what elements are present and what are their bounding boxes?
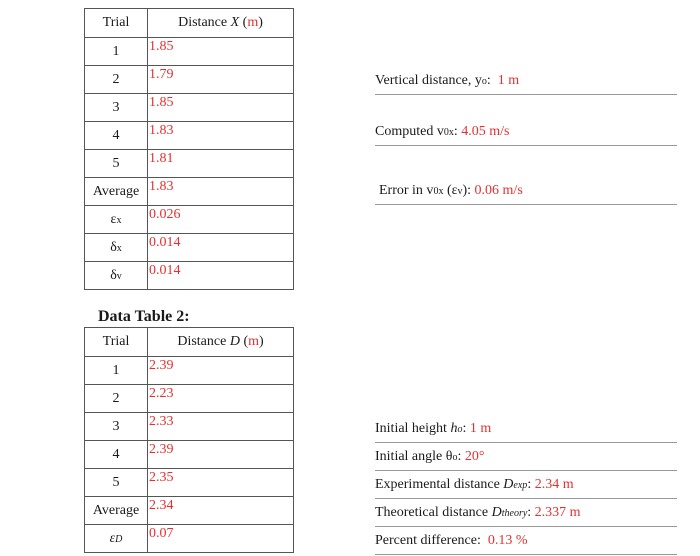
trial-label: 5	[85, 469, 148, 497]
experimental-distance-field[interactable]: Experimental distance Dexp: 2.34 m	[375, 476, 677, 499]
distance-header: Distance D (m)	[148, 328, 294, 357]
epsilon-x-cell[interactable]: 0.026	[148, 206, 294, 234]
experimental-distance-value: 2.34 m	[534, 477, 574, 492]
table-row	[85, 385, 294, 413]
table-row	[85, 357, 294, 385]
table-row	[85, 94, 294, 122]
distance-header: Distance X (m)	[148, 9, 294, 38]
computed-v-field[interactable]: Computed v0x: 4.05 m/s	[375, 123, 677, 146]
table-row	[85, 38, 294, 66]
distance-cell[interactable]: 1.81	[148, 150, 294, 178]
delta-v-cell[interactable]: 0.014	[148, 262, 294, 290]
theoretical-distance-value: 2.337 m	[534, 505, 581, 520]
average-label: Average	[85, 497, 148, 525]
average-cell[interactable]: 2.34	[148, 497, 294, 525]
trial-header: Trial	[85, 328, 148, 357]
table-row	[85, 262, 294, 290]
distance-cell[interactable]: 1.83	[148, 122, 294, 150]
initial-angle-field[interactable]: Initial angle θo: 20°	[375, 448, 677, 471]
theoretical-distance-field[interactable]: Theoretical distance Dtheory: 2.337 m	[375, 504, 677, 527]
trial-label: 1	[85, 38, 148, 66]
distance-cell[interactable]: 2.23	[148, 385, 294, 413]
distance-cell[interactable]: 1.85	[148, 38, 294, 66]
percent-difference-field[interactable]: Percent difference: 0.13 %	[375, 532, 677, 555]
trial-label: 5	[85, 150, 148, 178]
distance-cell[interactable]: 2.35	[148, 469, 294, 497]
table-row	[85, 122, 294, 150]
delta-x-cell[interactable]: 0.014	[148, 234, 294, 262]
average-label: Average	[85, 178, 148, 206]
initial-height-value: 1 m	[469, 421, 492, 436]
table-row	[85, 178, 294, 206]
vertical-distance-field[interactable]: Vertical distance, yo: 1 m	[375, 72, 677, 95]
trial-label: 1	[85, 357, 148, 385]
initial-angle-value: 20°	[464, 449, 485, 464]
trial-label: 3	[85, 413, 148, 441]
epsilon-d-label: εD	[85, 525, 148, 553]
delta-v-label: δv	[85, 262, 148, 290]
table-row	[85, 413, 294, 441]
distance-cell[interactable]: 2.33	[148, 413, 294, 441]
table-row	[85, 469, 294, 497]
table-header-row	[85, 328, 294, 357]
table-row	[85, 441, 294, 469]
trial-label: 4	[85, 441, 148, 469]
error-v-field[interactable]: Error in v0x (εv): 0.06 m/s	[375, 182, 677, 205]
distance-cell[interactable]: 1.79	[148, 66, 294, 94]
table-header-row	[85, 9, 294, 38]
trial-header: Trial	[85, 9, 148, 38]
trial-label: 2	[85, 385, 148, 413]
data-table-2	[84, 327, 294, 553]
epsilon-d-cell[interactable]: 0.07	[148, 525, 294, 553]
percent-difference-value: 0.13 %	[487, 533, 528, 548]
table-row	[85, 497, 294, 525]
distance-cell[interactable]: 1.85	[148, 94, 294, 122]
table-row	[85, 525, 294, 553]
computed-v-value: 4.05 m/s	[461, 124, 510, 139]
initial-height-field[interactable]: Initial height ho: 1 m	[375, 420, 677, 443]
average-cell[interactable]: 1.83	[148, 178, 294, 206]
trial-label: 3	[85, 94, 148, 122]
table-row	[85, 234, 294, 262]
trial-label: 4	[85, 122, 148, 150]
delta-x-label: δx	[85, 234, 148, 262]
vertical-distance-value: 1 m	[497, 73, 520, 88]
table-row	[85, 206, 294, 234]
epsilon-x-label: εx	[85, 206, 148, 234]
distance-cell[interactable]: 2.39	[148, 357, 294, 385]
table-row	[85, 66, 294, 94]
distance-cell[interactable]: 2.39	[148, 441, 294, 469]
trial-label: 2	[85, 66, 148, 94]
table-2-title: Data Table 2:	[98, 308, 190, 325]
error-v-value: 0.06 m/s	[474, 183, 523, 198]
table-row	[85, 150, 294, 178]
data-table-1	[84, 8, 294, 290]
